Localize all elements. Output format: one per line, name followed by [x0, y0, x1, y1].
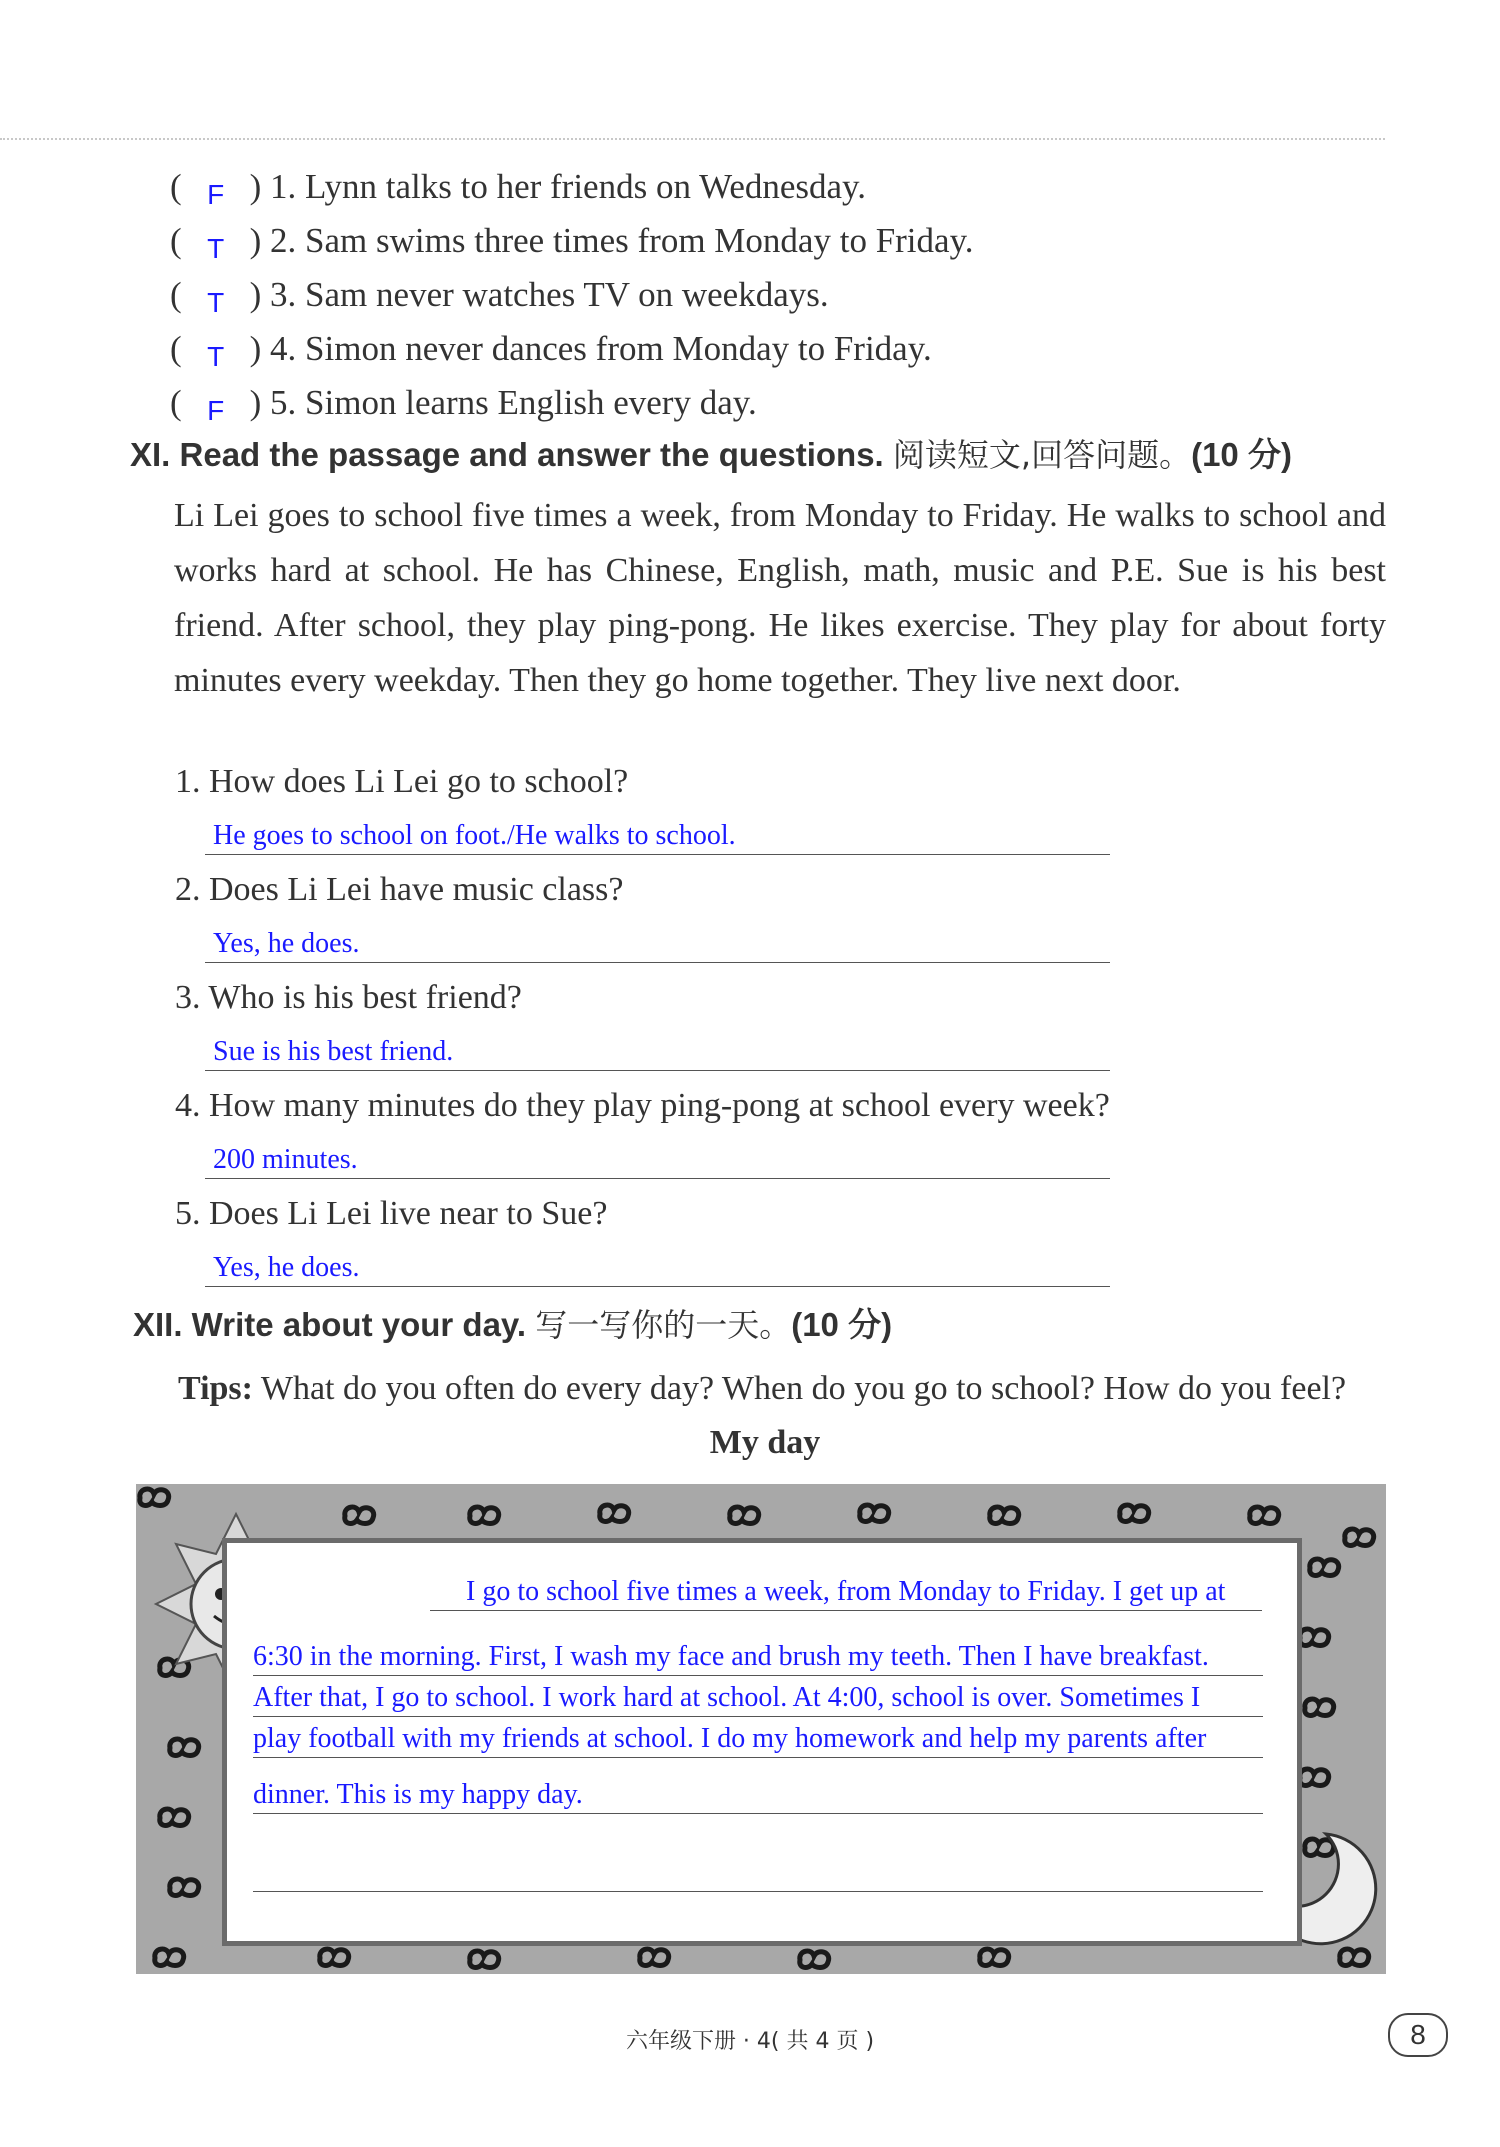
tf-answer: T	[207, 287, 225, 318]
tf-item: ( T ) 3. Sam never watches TV on weekdays.	[170, 271, 829, 319]
answer-2: Yes, he does.	[213, 928, 360, 959]
tf-statement: ) 5. Simon learns English every day.	[249, 383, 757, 422]
tf-answer: T	[207, 233, 225, 264]
section-11-heading	[130, 430, 1292, 480]
question-3: 3. Who is his best friend?	[175, 979, 522, 1016]
answer-line-1[interactable]	[205, 808, 1110, 855]
essay-title: My day	[709, 1424, 821, 1461]
section-11-title-cn: 阅读短文,回答问题。	[892, 436, 1192, 474]
essay-text-3: After that, I go to school. I work hard at school. At 4:00, school is over. Sometimes I	[253, 1682, 1201, 1713]
tf-statement: ) 3. Sam never watches TV on weekdays.	[249, 275, 829, 314]
question-4: 4. How many minutes do they play ping-pong at school every week?	[175, 1087, 1110, 1124]
section-11-title: XI. Read the passage and answer the questions.	[130, 436, 884, 473]
essay-line-3[interactable]	[253, 1674, 1263, 1717]
answer-line-4[interactable]	[205, 1132, 1110, 1179]
answer-line-5[interactable]	[205, 1240, 1110, 1287]
tf-answer: T	[207, 341, 225, 372]
tf-statement: ) 4. Simon never dances from Monday to Friday.	[249, 329, 932, 368]
essay-line-5[interactable]	[253, 1771, 1263, 1814]
essay-line-6[interactable]	[253, 1849, 1263, 1892]
answer-5: Yes, he does.	[213, 1252, 360, 1283]
page-number: 8	[1388, 2013, 1448, 2057]
tf-answer: F	[207, 395, 225, 426]
essay-line-1[interactable]	[430, 1568, 1262, 1611]
essay-line-2[interactable]	[253, 1633, 1263, 1676]
section-11-points: (10 分)	[1191, 436, 1292, 473]
tf-item: ( F ) 5. Simon learns English every day.	[170, 379, 757, 427]
answer-line-2[interactable]	[205, 916, 1110, 963]
essay-line-4[interactable]	[253, 1715, 1263, 1758]
section-12-points: (10 分)	[791, 1306, 893, 1343]
tf-item: ( T ) 2. Sam swims three times from Monday to Friday.	[170, 217, 974, 265]
essay-text-1: I go to school five times a week, from Monday to Friday. I get up at	[466, 1576, 1226, 1607]
question-5: 5. Does Li Lei live near to Sue?	[175, 1195, 608, 1232]
answer-1: He goes to school on foot./He walks to school.	[213, 820, 736, 851]
tf-statement: ) 2. Sam swims three times from Monday to Friday.	[249, 221, 974, 260]
tips-text: What do you often do every day? When do you go to school? How do you feel?	[260, 1370, 1347, 1407]
page-footer: 六年级下册 · 4( 共 4 页 )	[625, 2029, 875, 2054]
answer-line-3[interactable]	[205, 1024, 1110, 1071]
question-1: 1. How does Li Lei go to school?	[175, 763, 629, 800]
tips-label: Tips:	[178, 1370, 253, 1407]
top-divider	[0, 138, 1385, 140]
tf-item: ( F ) 1. Lynn talks to her friends on Wednesday.	[170, 163, 866, 211]
section-12-heading	[133, 1300, 892, 1350]
reading-passage: Li Lei goes to school five times a week, from Monday to Friday. He walks to school and works hard at school. He has Chinese, English, math, music and P.E. Sue is his best friend. After school, they play ping-pong. He likes exercise. They play for about forty minutes every weekday. Then they go home together. They live next door.	[174, 497, 1386, 699]
essay-text-2: 6:30 in the morning. First, I wash my face and brush my teeth. Then I have breakfast.	[253, 1641, 1209, 1672]
essay-text-4: play football with my friends at school. I do my homework and help my parents after	[253, 1723, 1207, 1754]
answer-4: 200 minutes.	[213, 1144, 358, 1175]
question-2: 2. Does Li Lei have music class?	[175, 871, 624, 908]
tf-item: ( T ) 4. Simon never dances from Monday to Friday.	[170, 325, 932, 373]
tips	[178, 1365, 1388, 1413]
tf-answer: F	[207, 179, 225, 210]
essay-text-5: dinner. This is my happy day.	[253, 1779, 583, 1810]
answer-3: Sue is his best friend.	[213, 1036, 454, 1067]
section-12-title: XII. Write about your day.	[133, 1306, 527, 1343]
section-12-title-cn: 写一写你的一天。	[535, 1306, 792, 1344]
tf-statement: ) 1. Lynn talks to her friends on Wednesday.	[249, 167, 867, 206]
